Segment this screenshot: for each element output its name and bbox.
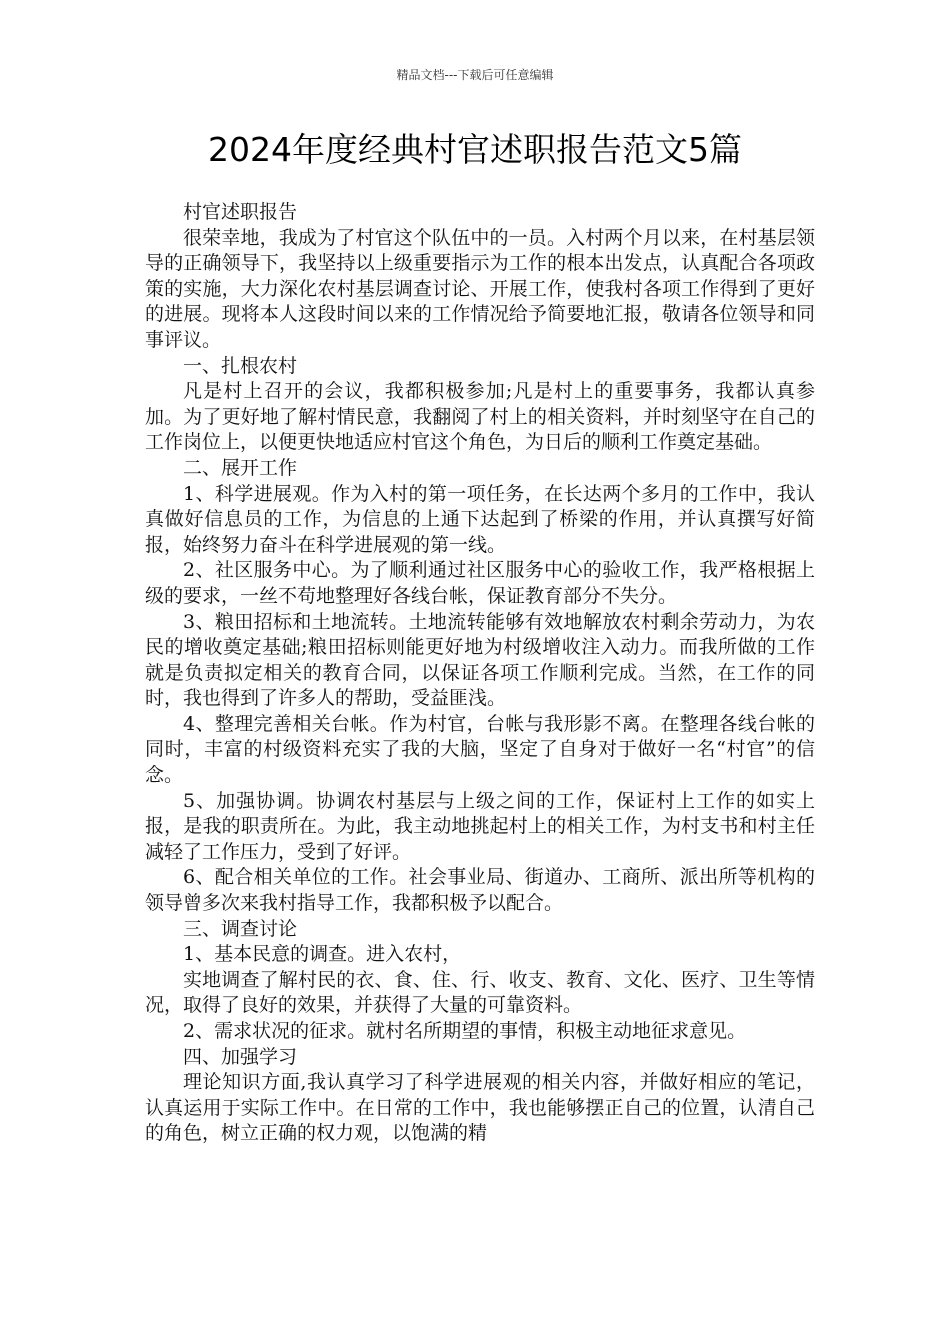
paragraph: 1、基本民意的调查。进入农村， (183, 943, 462, 966)
paragraph: 3、粮田招标和土地流转。土地流转能够有效地解放农村剩余劳动力，为农民的增收奠定基础;粮田招标则能更好地为村级增收注入动力。而我所做的工作就是负责拟定相关的教育合同，以保证各项工作顺利完成。当然，在工作的同时，我也得到了许多人的帮助，受益匪浅。 (145, 610, 815, 710)
paragraph: 1、科学进展观。作为入村的第一项任务，在长达两个多月的工作中，我认真做好信息员的工作，为信息的上通下达起到了桥梁的作用，并认真撰写好简报，始终努力奋斗在科学进展观的第一线。 (145, 482, 815, 556)
paragraph: 5、加强协调。协调农村基层与上级之间的工作，保证村上工作的如实上报，是我的职责所在。为此，我主动地挑起村上的相关工作，为村支书和村主任减轻了工作压力，受到了好评。 (145, 789, 815, 863)
paragraph: 2、社区服务中心。为了顺利通过社区服务中心的验收工作，我严格根据上级的要求，一丝不苟地整理好各线台帐，保证教育部分不失分。 (145, 559, 815, 607)
section-heading-4: 四、加强学习 (183, 1045, 298, 1068)
paragraph: 2、需求状况的征求。就村名所期望的事情，积极主动地征求意见。 (183, 1020, 747, 1042)
section-heading-2: 二、展开工作 (183, 456, 298, 479)
section-heading-3: 三、调查讨论 (183, 917, 298, 940)
section-heading-1: 一、扎根农村 (183, 354, 298, 377)
header-note: 精品文档---下载后可任意编辑 (396, 68, 554, 82)
paragraph: 6、配合相关单位的工作。社会事业局、街道办、工商所、派出所等机构的领导曾多次来我村指导工作，我都积极予以配合。 (145, 866, 815, 915)
document-title: 2024年度经典村官述职报告范文5篇 (208, 130, 742, 169)
paragraph-subtitle: 村官述职报告 (183, 201, 298, 223)
paragraph: 实地调查了解村民的衣、食、住、行、收支、教育、文化、医疗、卫生等情况，取得了良好的效果，并获得了大量的可靠资料。 (145, 968, 815, 1017)
document-body (145, 200, 815, 1147)
paragraph: 4、整理完善相关台帐。作为村官，台帐与我形影不离。在整理各线台帐的同时，丰富的村级资料充实了我的大脑，坚定了自身对于做好一名“村官”的信念。 (145, 712, 815, 787)
paragraph: 理论知识方面,我认真学习了科学进展观的相关内容，并做好相应的笔记，认真运用于实际工作中。在日常的工作中，我也能够摆正自己的位置，认清自己的角色，树立正确的权力观，以饱满的精 (145, 1071, 815, 1145)
paragraph: 凡是村上召开的会议，我都积极参加;凡是村上的重要事务，我都认真参加。为了更好地了解村情民意，我翻阅了村上的相关资料，并时刻坚守在自己的工作岗位上，以便更快地适应村官这个角色，为日后的顺利工作奠定基础。 (145, 380, 815, 454)
paragraph-intro: 很荣幸地，我成为了村官这个队伍中的一员。入村两个月以来，在村基层领导的正确领导下，我坚持以上级重要指示为工作的根本出发点，认真配合各项政策的实施，大力深化农村基层调查讨论、开展工作，使我村各项工作得到了更好的进展。现将本人这段时间以来的工作情况给予简要地汇报，敬请各位领导和同事评议。 (145, 226, 815, 351)
